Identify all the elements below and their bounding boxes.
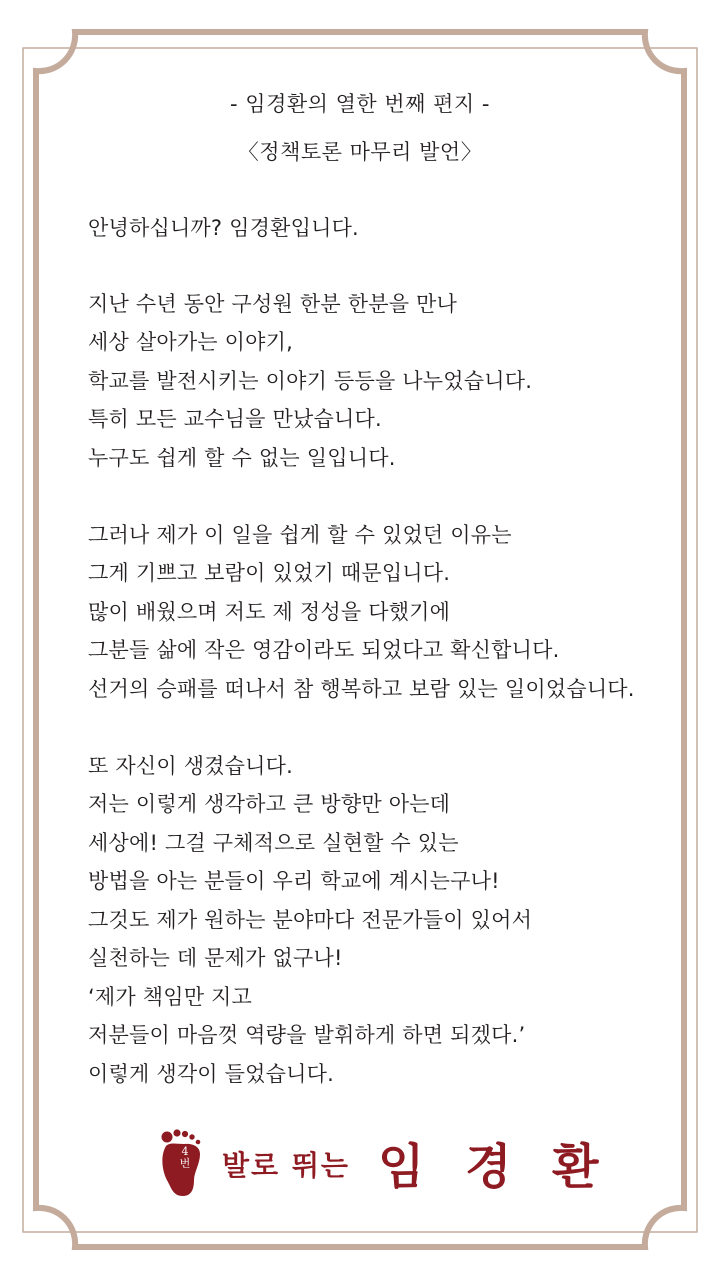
- letter-title: - 임경환의 열한 번째 편지 -: [230, 92, 490, 116]
- letter-line: 방법을 아는 분들이 우리 학교에 계시는구나!: [88, 869, 500, 893]
- letter-line: 학교를 발전시키는 이야기 등등을 나누었습니다.: [88, 369, 533, 393]
- letter-line: 그게 기쁘고 보람이 있었기 때문입니다.: [88, 561, 451, 585]
- letter-line: 안녕하십니까? 임경환입니다.: [88, 216, 359, 240]
- campaign-logo: [158, 1124, 611, 1204]
- letter-line: 특히 모든 교수님을 만났습니다.: [88, 407, 382, 431]
- letter-line: 세상 살아가는 이야기,: [88, 330, 293, 354]
- letter-line: 이렇게 생각이 들었습니다.: [88, 1062, 334, 1086]
- candidate-number: 4 번: [179, 1145, 191, 1170]
- letter-line: 지난 수년 동안 구성원 한분 한분을 만나: [88, 292, 458, 316]
- letter-line: 저는 이렇게 생각하고 큰 방향만 아는데: [88, 792, 451, 816]
- letter-subtitle: 〈정책토론 마무리 발언〉: [237, 140, 483, 164]
- letter-line: 선거의 승패를 떠나서 참 행복하고 보람 있는 일이었습니다.: [88, 677, 635, 701]
- letter-line: ‘제가 책임만 지고: [88, 985, 253, 1009]
- letter-line: 그러나 제가 이 일을 쉽게 할 수 있었던 이유는: [88, 523, 512, 547]
- candidate-name: 임 경 환: [378, 1139, 611, 1195]
- letter-line: 또 자신이 생겼습니다.: [88, 754, 293, 778]
- letter-line: 세상에! 그걸 구체적으로 실현할 수 있는: [88, 831, 459, 855]
- letter-line: 많이 배웠으며 저도 제 정성을 다했기에: [88, 600, 451, 624]
- letter-line: 누구도 쉽게 할 수 없는 일입니다.: [88, 446, 396, 470]
- letter-line: 그것도 제가 원하는 분야마다 전문가들이 있어서: [88, 908, 533, 932]
- letter-line: 저분들이 마음껏 역량을 발휘하게 하면 되겠다.’: [88, 1023, 526, 1047]
- slogan-text: 발로 뛰는: [222, 1149, 350, 1182]
- letter-line: 그분들 삶에 작은 영감이라도 되었다고 확신합니다.: [88, 638, 560, 662]
- letter-line: 실천하는 데 문제가 없구나!: [88, 946, 343, 970]
